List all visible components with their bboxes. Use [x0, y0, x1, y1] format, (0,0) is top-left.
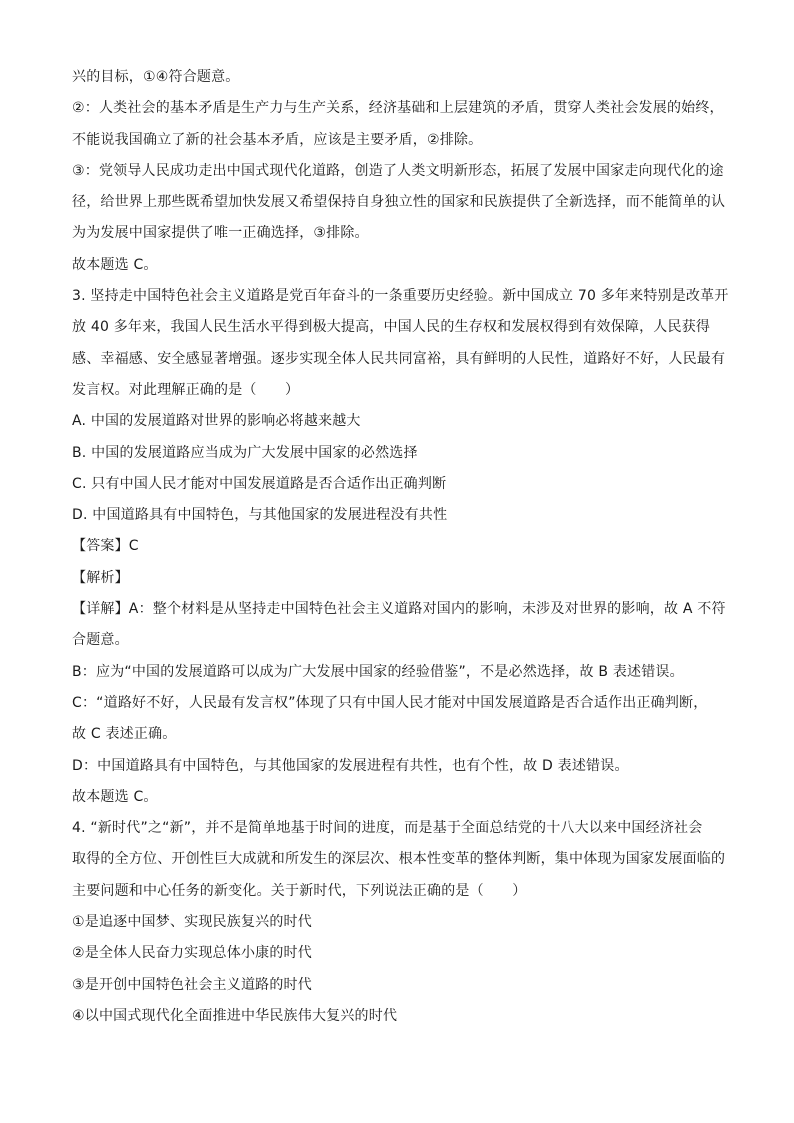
option-c: C. 只有中国人民才能对中国发展道路是否合适作出正确判断	[72, 475, 447, 492]
text-line: 感、幸福感、安全感显著增强。逐步实现全体人民共同富裕，具有鲜明的人民性，道路好不好，人民最有	[72, 350, 726, 367]
text-line: ②：人类社会的基本矛盾是生产力与生产关系，经济基础和上层建筑的矛盾，贯穿人类社会发展的始终，	[72, 100, 724, 117]
option-d: D. 中国道路具有中国特色，与其他国家的发展进程没有共性	[72, 507, 448, 524]
text-line: C：“道路好不好，人民最有发言权”体现了只有中国人民才能对中国发展道路是否合适作出正确判断，	[72, 694, 708, 711]
text-line: ③：党领导人民成功走出中国式现代化道路，创造了人类文明新形态，拓展了发展中国家走向现代化的途	[72, 162, 724, 179]
text-line: 取得的全方位、开创性巨大成就和所发生的深层次、根本性变革的整体判断，集中体现为国家发展面临的	[72, 851, 726, 868]
text-line: 不能说我国确立了新的社会基本矛盾，应该是主要矛盾，②排除。	[72, 131, 483, 148]
question-3-stem: 3. 坚持走中国特色社会主义道路是党百年奋斗的一条重要历史经验。新中国成立 70 多年来特别是改革开	[72, 288, 729, 305]
analysis-label: 【解析】	[72, 569, 129, 586]
text-line: 发言权。对此理解正确的是（ ）	[72, 381, 300, 398]
answer-conclusion: 故本题选 C。	[72, 256, 158, 273]
text-line: 故 C 表述正确。	[72, 726, 177, 743]
text-line: D：中国道路具有中国特色，与其他国家的发展进程有共性，也有个性，故 D 表述错误。	[72, 757, 629, 774]
text-line: 兴的目标，①④符合题意。	[72, 69, 240, 85]
statement-2: ②是全体人民奋力实现总体小康的时代	[72, 945, 312, 962]
text-line: 放 40 多年来，我国人民生活水平得到极大提高，中国人民的生存权和发展权得到有效保障，人民获得	[72, 319, 711, 336]
text-line: 【详解】A：整个材料是从坚持走中国特色社会主义道路对国内的影响，未涉及对世界的影响，故 A 不符	[72, 601, 726, 618]
answer-label: 【答案】C	[72, 538, 139, 555]
question-4-stem: 4. “新时代”之“新”，并不是简单地基于时间的进度，而是基于全面总结党的十八大以来中国经济社会	[72, 820, 703, 837]
statement-1: ①是追逐中国梦、实现民族复兴的时代	[72, 914, 312, 931]
option-b: B. 中国的发展道路应当成为广大发展中国家的必然选择	[72, 444, 418, 461]
text-line: 合题意。	[72, 632, 129, 649]
text-line: 为为发展中国家提供了唯一正确选择，③排除。	[72, 225, 369, 242]
statement-3: ③是开创中国特色社会主义道路的时代	[72, 976, 312, 993]
text-line: B：应为“中国的发展道路可以成为广大发展中国家的经验借鉴”，不是必然选择，故 B 表述错误。	[72, 663, 684, 680]
option-a: A. 中国的发展道路对世界的影响必将越来越大	[72, 413, 361, 430]
text-line: 径，给世界上那些既希望加快发展又希望保持自身独立性的国家和民族提供了全新选择，而不能简单的认	[72, 194, 726, 211]
answer-conclusion: 故本题选 C。	[72, 788, 158, 805]
document-body	[72, 62, 732, 1032]
statement-4: ④以中国式现代化全面推进中华民族伟大复兴的时代	[72, 1007, 398, 1024]
text-line: 主要问题和中心任务的新变化。关于新时代，下列说法正确的是（ ）	[72, 882, 527, 899]
